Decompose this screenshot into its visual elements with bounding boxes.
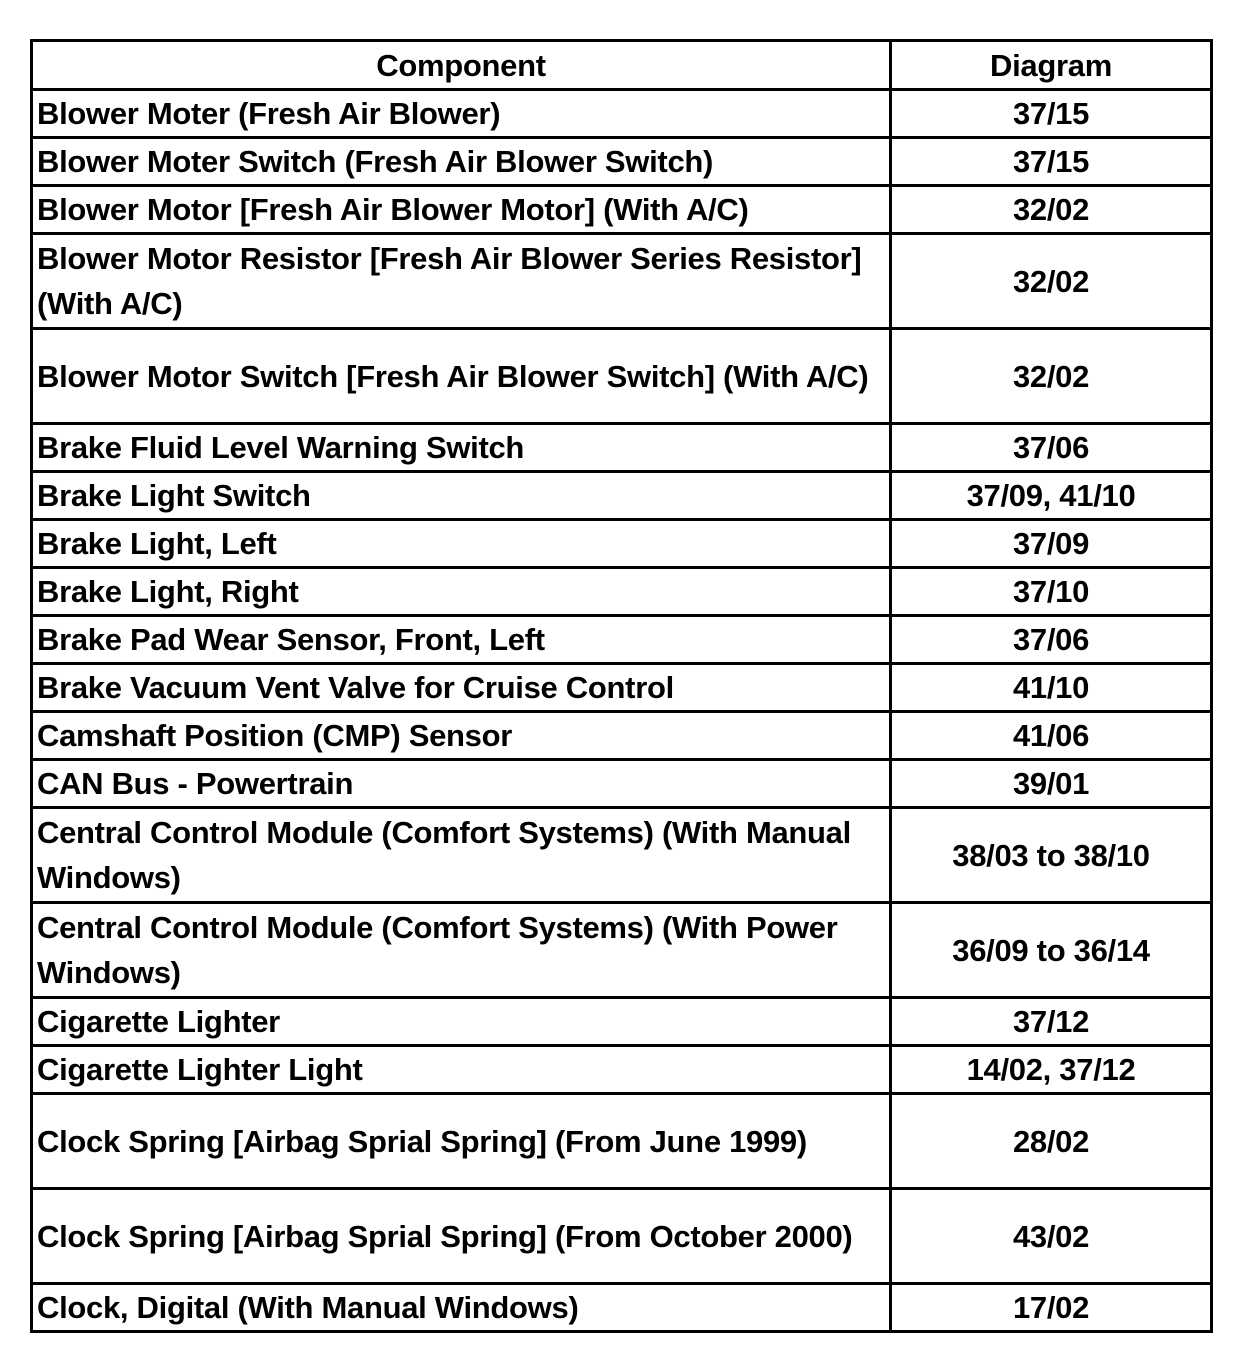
table-row <box>32 472 1212 520</box>
table-row <box>32 520 1212 568</box>
diagram-cell: 32/02 <box>891 329 1212 424</box>
diagram-cell: 32/02 <box>891 234 1212 329</box>
component-cell: Brake Pad Wear Sensor, Front, Left <box>32 616 891 664</box>
table-row <box>32 424 1212 472</box>
diagram-cell: 43/02 <box>891 1189 1212 1284</box>
component-cell: Clock, Digital (With Manual Windows) <box>32 1284 891 1332</box>
component-cell: Cigarette Lighter <box>32 998 891 1046</box>
component-cell: Blower Moter Switch (Fresh Air Blower Switch) <box>32 138 891 186</box>
component-cell: Blower Motor [Fresh Air Blower Motor] (With A/C) <box>32 186 891 234</box>
component-cell: Camshaft Position (CMP) Sensor <box>32 712 891 760</box>
diagram-column-header: Diagram <box>891 41 1212 90</box>
component-cell: Blower Motor Switch [Fresh Air Blower Switch] (With A/C) <box>32 329 891 424</box>
diagram-cell: 39/01 <box>891 760 1212 808</box>
table-row <box>32 568 1212 616</box>
component-cell: Brake Light, Left <box>32 520 891 568</box>
component-cell: Brake Vacuum Vent Valve for Cruise Control <box>32 664 891 712</box>
diagram-cell: 28/02 <box>891 1094 1212 1189</box>
table-row <box>32 616 1212 664</box>
table-row <box>32 1046 1212 1094</box>
diagram-cell: 41/06 <box>891 712 1212 760</box>
diagram-cell: 17/02 <box>891 1284 1212 1332</box>
table-row <box>32 998 1212 1046</box>
table-row <box>32 903 1212 998</box>
table-row <box>32 138 1212 186</box>
diagram-cell: 37/15 <box>891 90 1212 138</box>
component-cell: Clock Spring [Airbag Sprial Spring] (From June 1999) <box>32 1094 891 1189</box>
component-cell: Central Control Module (Comfort Systems) (With Manual Windows) <box>32 808 891 903</box>
component-cell: Brake Light Switch <box>32 472 891 520</box>
table-row <box>32 234 1212 329</box>
diagram-cell: 37/09 <box>891 520 1212 568</box>
table-body <box>32 90 1212 1332</box>
table-row <box>32 186 1212 234</box>
component-cell: Blower Motor Resistor [Fresh Air Blower Series Resistor] (With A/C) <box>32 234 891 329</box>
table-row <box>32 664 1212 712</box>
component-cell: Brake Light, Right <box>32 568 891 616</box>
component-cell: Central Control Module (Comfort Systems) (With Power Windows) <box>32 903 891 998</box>
component-diagram-table <box>30 39 1213 1333</box>
diagram-cell: 14/02, 37/12 <box>891 1046 1212 1094</box>
table-row <box>32 1284 1212 1332</box>
component-cell: Blower Moter (Fresh Air Blower) <box>32 90 891 138</box>
table-row <box>32 1094 1212 1189</box>
diagram-cell: 37/09, 41/10 <box>891 472 1212 520</box>
table-row <box>32 329 1212 424</box>
component-cell: CAN Bus - Powertrain <box>32 760 891 808</box>
table-header <box>32 41 1212 90</box>
table-row <box>32 712 1212 760</box>
table-row <box>32 760 1212 808</box>
table-row <box>32 90 1212 138</box>
diagram-cell: 37/10 <box>891 568 1212 616</box>
diagram-cell: 41/10 <box>891 664 1212 712</box>
diagram-cell: 37/12 <box>891 998 1212 1046</box>
table-row <box>32 1189 1212 1284</box>
diagram-cell: 37/15 <box>891 138 1212 186</box>
diagram-cell: 37/06 <box>891 616 1212 664</box>
diagram-cell: 38/03 to 38/10 <box>891 808 1212 903</box>
table-row <box>32 808 1212 903</box>
diagram-cell: 37/06 <box>891 424 1212 472</box>
component-column-header: Component <box>32 41 891 90</box>
component-cell: Brake Fluid Level Warning Switch <box>32 424 891 472</box>
header-row <box>32 41 1212 90</box>
diagram-cell: 36/09 to 36/14 <box>891 903 1212 998</box>
component-cell: Cigarette Lighter Light <box>32 1046 891 1094</box>
component-cell: Clock Spring [Airbag Sprial Spring] (From October 2000) <box>32 1189 891 1284</box>
diagram-cell: 32/02 <box>891 186 1212 234</box>
